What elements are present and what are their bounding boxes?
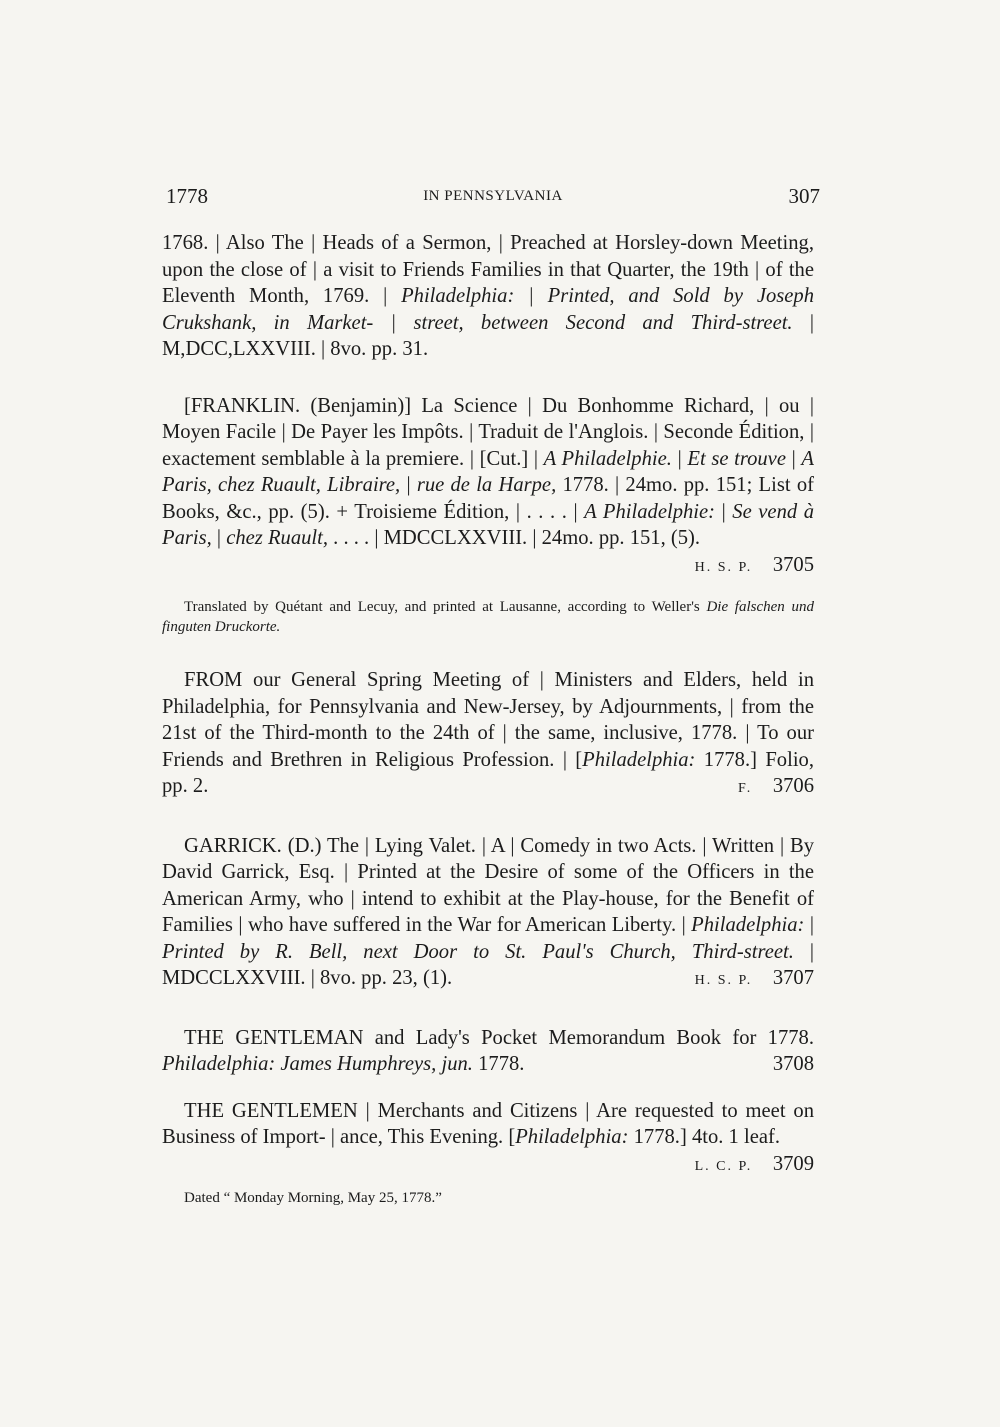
italic-text: Philadelphia: xyxy=(582,748,696,771)
italic-text: Philadelphia: xyxy=(691,914,805,936)
library-location: H. S. P. xyxy=(694,973,753,988)
italic-text: Printed by R. Bell, next Door to St. Paul's Church, Third-street. xyxy=(162,940,794,963)
text-run: THE GENTLEMAN and Lady's Pocket Memorandum Book for 1778. xyxy=(184,1026,814,1049)
entry-number: 3705 xyxy=(772,553,814,576)
text-run: | xyxy=(400,474,417,496)
italic-text: A Paris, chez Ruault, Libraire, xyxy=(162,447,814,496)
library-location: H. S. P. xyxy=(694,559,753,575)
page-number: 307 xyxy=(788,184,820,208)
library-location: L. C. P. xyxy=(694,1158,753,1174)
text-run: 1768. | Also The | Heads of a Sermon, | Preached at Horsley-down Meeting, upon the close of | a visit to Friends Families in that Quarter, the 19th | of the Eleventh Month, 1769. | xyxy=(162,232,814,307)
entry-number: 3708 xyxy=(772,1053,814,1075)
text-run: | xyxy=(211,527,227,549)
text-run: . . . . | MDCCLXXVIII. | 24mo. pp. 151, (5). xyxy=(328,527,701,549)
text-run: 1778.] 4to. 1 leaf. xyxy=(628,1126,781,1148)
entry-3709-note xyxy=(162,1188,814,1208)
text-run: Translated by Quétant and Lecuy, and printed at Lausanne, according to Weller's xyxy=(184,599,707,615)
italic-text: A Philadelphie: xyxy=(584,500,716,523)
italic-text: chez Ruault, xyxy=(226,527,329,549)
entry-tail xyxy=(673,552,814,582)
italic-text: Philadelphia: | Printed, and Sold by Joseph Crukshank, in Market- | street, between Second and Third-street. xyxy=(162,285,815,334)
text-run: | M,DCC,LXXVIII. | 8vo. pp. 31. xyxy=(162,311,814,360)
entry-3709 xyxy=(162,1098,814,1181)
entry-3705 xyxy=(162,393,814,582)
text-run: 1778.] Folio, pp. 2. xyxy=(162,748,814,797)
italic-text: Die falschen und finguten Druckorte. xyxy=(162,599,814,635)
italic-text: rue de la Harpe, xyxy=(416,474,557,496)
entry-3707 xyxy=(162,833,814,995)
entry-continuation xyxy=(162,230,814,363)
text-run: | xyxy=(715,500,733,523)
library-location: F. xyxy=(738,781,753,796)
entry-number: 3707 xyxy=(772,967,814,989)
running-header xyxy=(166,184,820,212)
text-run: GARRICK. (D.) The | Lying Valet. | A | Comedy in two Acts. | Written | By David Garrick, Esq. | Printed at the Desire of some of the Officers in the American Army, who | intend to exhibit at the Play-house, for the Benefit of Families | who have suffered in the War for American Liberty. | xyxy=(162,834,814,936)
entry-number: 3706 xyxy=(772,775,814,797)
entry-number: 3709 xyxy=(772,1152,814,1175)
entry-3708 xyxy=(162,1025,814,1078)
header-year: 1778 xyxy=(166,184,208,208)
entry-tail xyxy=(673,1151,814,1181)
text-run: | MDCCLXXVIII. | 8vo. pp. 23, (1). xyxy=(162,940,814,989)
entry-3706 xyxy=(162,667,814,803)
italic-text: A Philadelphie. xyxy=(543,447,672,470)
entry-3705-note xyxy=(162,597,814,637)
italic-text: Philadelphia: James Humphreys, jun. xyxy=(162,1053,473,1075)
text-run: THE GENTLEMEN | Merchants and Citizens | Are requested to meet on Business of Import- | ance, This Evening. [ xyxy=(162,1099,814,1148)
text-run: | xyxy=(671,447,688,470)
italic-text: Se vend à Paris, xyxy=(162,500,815,549)
page-body xyxy=(162,230,814,1238)
text-run: | xyxy=(785,447,802,470)
text-run: [FRANKLIN. (Benjamin)] La Science | Du Bonhomme Richard, | ou | Moyen Facile | De Payer les Impôts. | Traduit de l'Anglois. | Seconde Édition, | exactement semblable à la premiere. | [Cut.] | xyxy=(162,394,814,470)
entry-tail xyxy=(751,1051,814,1078)
text-run: Dated “ Monday Morning, May 25, 1778.” xyxy=(184,1190,442,1206)
entry-tail xyxy=(716,773,814,803)
header-running-title: IN PENNSYLVANIA xyxy=(423,188,563,204)
text-run: | xyxy=(804,914,814,936)
italic-text: Et se trouve xyxy=(687,447,786,470)
italic-text: Philadelphia: xyxy=(515,1126,629,1148)
text-run: FROM our General Spring Meeting of | Ministers and Elders, held in Philadelphia, for Pennsylvania and New-Jersey, by Adjournments, | from the 21st of the Third-month to the 24th of | the same, inclusive, 1778. | To our Friends and Brethren in Religious Profession. | [ xyxy=(162,669,814,771)
text-run: 1778. | 24mo. pp. 151; List of Books, &c., pp. (5). + Troisieme Édition, | . . . . | xyxy=(162,474,814,523)
entry-tail xyxy=(673,965,814,995)
text-run: 1778. xyxy=(472,1053,525,1075)
